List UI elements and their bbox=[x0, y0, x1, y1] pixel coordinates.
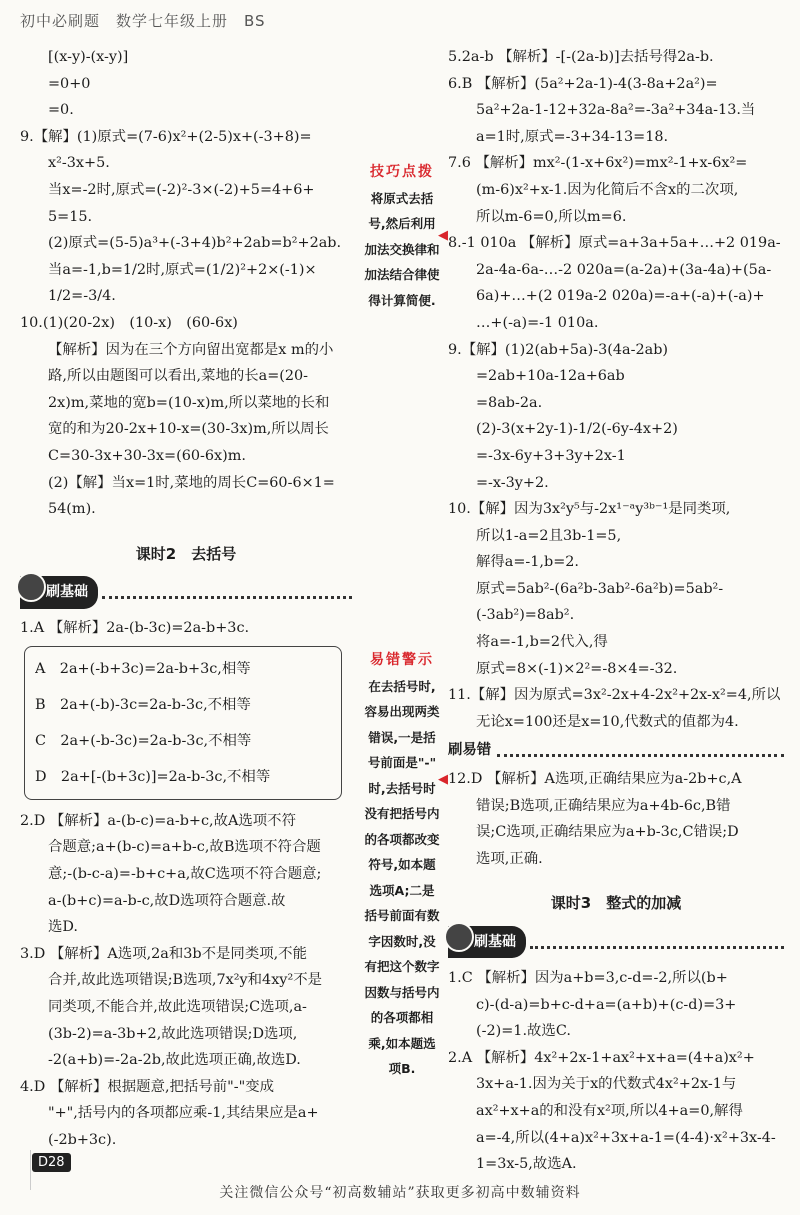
left-answers-part1 bbox=[20, 44, 352, 523]
text-line: 错误;B选项,正确结果应为a+4b-6c,B错 bbox=[476, 797, 731, 814]
note-line: 加法结合律使 bbox=[364, 267, 440, 282]
right-answers-part1 bbox=[448, 44, 784, 735]
note-line: 号,然后利用 bbox=[368, 216, 436, 231]
text-line: (3b-2)=a-3b+2,故此选项错误;D选项, bbox=[48, 1025, 298, 1042]
text-line: 合题意;a+(b-c)=a+b-c,故B选项不符合题 bbox=[48, 839, 321, 856]
text-line: 合并,故此选项错误;B选项,7x²y和4xy²不是 bbox=[48, 972, 322, 989]
text-line: =2ab+10a-12a+6ab bbox=[476, 368, 625, 385]
answer-q1: 1.A 【解析】2a-(b-3c)=2a-b+3c. bbox=[20, 620, 250, 637]
text-line: ax²+x+a的和没有x²项,所以4+a=0,解得 bbox=[476, 1102, 743, 1119]
text-line: 路,所以由题图可以看出,菜地的长a=(20- bbox=[48, 368, 309, 385]
text-line: 2.A 【解析】4x²+2x-1+ax²+x+a=(4+a)x²+ bbox=[448, 1049, 755, 1066]
text-line: =8ab-2a. bbox=[476, 394, 543, 411]
text-line: 2x)m,菜地的宽b=(10-x)m,所以菜地的长和 bbox=[48, 394, 330, 411]
basic-tag-label: 刷基础 bbox=[474, 933, 516, 950]
note-line: 在去括号时, bbox=[368, 678, 436, 694]
tip-note bbox=[360, 186, 444, 314]
text-line: 所以1-a=2且3b-1=5, bbox=[476, 527, 622, 544]
text-line: =-3x-6y+3+3y+2x-1 bbox=[476, 447, 626, 464]
text-line: 选D. bbox=[48, 919, 78, 936]
dotted-divider bbox=[102, 586, 352, 599]
text-line: 原式=8×(-1)×2²=-8×4=-32. bbox=[476, 660, 678, 677]
text-line: 误;C选项,正确结果应为a+b-3c,C错误;D bbox=[476, 824, 739, 841]
text-line: 2a-4a-6a-…-2 020a=(a-2a)+(3a-4a)+(5a- bbox=[476, 261, 772, 278]
note-line: 号前面是"-" bbox=[367, 755, 437, 770]
text-line: x²-3x+5. bbox=[48, 155, 110, 172]
note-line: 符号,如本题 bbox=[368, 857, 436, 872]
option-row: D 2a+[-(b+3c)]=2a-b-3c,不相等 bbox=[35, 768, 271, 785]
text-line: =0. bbox=[48, 102, 74, 119]
tip-box-error bbox=[360, 648, 444, 1082]
error-tag-label: 刷易错 bbox=[448, 742, 492, 759]
note-line: 选项A;二是 bbox=[369, 882, 435, 898]
note-line: 将原式去括 bbox=[370, 190, 434, 206]
text-line: 【解析】因为在三个方向留出宽都是x m的小 bbox=[48, 341, 334, 358]
option-row: C 2a+(-b-3c)=2a-b-3c,不相等 bbox=[35, 732, 252, 749]
note-line: 字因数时,没 bbox=[368, 933, 436, 949]
note-line: 项B. bbox=[388, 1061, 416, 1076]
text-line: 5a²+2a-1-12+32a-8a²=-3a²+34a-13.当 bbox=[476, 102, 756, 119]
lesson-3-title: 课时3 整式的加减 bbox=[550, 894, 682, 913]
basic-practice-bar bbox=[20, 577, 352, 607]
text-line: (-2)=1.故选C. bbox=[476, 1023, 571, 1040]
text-line: 1/2=-3/4. bbox=[48, 288, 116, 305]
text-line: 9.【解】(1)原式=(7-6)x²+(2-5)x+(-3+8)= bbox=[20, 128, 312, 145]
text-line: (2)【解】当x=1时,菜地的周长C=60-6×1= bbox=[48, 474, 335, 491]
pointer-arrow-icon: ◀ bbox=[438, 772, 448, 787]
text-line: 4.D 【解析】根据题意,把括号前"-"变成 bbox=[20, 1078, 274, 1095]
text-line: =0+0 bbox=[48, 75, 91, 92]
text-line: 同类项,不能合并,故此选项错误;C选项,a- bbox=[48, 999, 307, 1016]
lesson-2-title: 课时2 去括号 bbox=[135, 544, 237, 563]
text-line: 6a)+…+(2 019a-2 020a)=-a+(-a)+(-a)+ bbox=[476, 288, 765, 305]
text-line: [(x-y)-(x-y)] bbox=[48, 49, 129, 65]
text-line: (2)原式=(5-5)a³+(-3+4)b²+2ab=b²+2ab. bbox=[48, 235, 342, 252]
text-line: 意;-(b-c-a)=-b+c+a,故C选项不符合题意; bbox=[48, 866, 322, 883]
text-line: 当a=-1,b=1/2时,原式=(1/2)²+2×(-1)× bbox=[48, 261, 317, 278]
text-line: -2(a+b)=-2a-2b,故此选项正确,故选D. bbox=[48, 1052, 301, 1069]
text-line: 7.6 【解析】mx²-(1-x+6x²)=mx²-1+x-6x²= bbox=[448, 155, 748, 172]
options-box bbox=[24, 646, 342, 800]
text-line: 3x+a-1.因为关于x的代数式4x²+2x-1与 bbox=[476, 1076, 737, 1093]
text-line: a=1时,原式=-3+34-13=18. bbox=[476, 128, 669, 145]
text-line: C=30-3x+30-3x=(60-6x)m. bbox=[48, 447, 246, 464]
text-line: 1.C 【解析】因为a+b=3,c-d=-2,所以(b+ bbox=[448, 970, 728, 986]
header-title: 初中必刷题 数学七年级上册 BS bbox=[20, 12, 266, 30]
text-line: 5.2a-b 【解析】-[-(2a-b)]去括号得2a-b. bbox=[448, 49, 714, 65]
page-number: D28 bbox=[32, 1153, 71, 1172]
right-column bbox=[448, 44, 784, 1178]
text-line: 宽的和为20-2x+10-x=(30-3x)m,所以周长 bbox=[48, 421, 329, 438]
note-line: 加法交换律和 bbox=[364, 241, 440, 257]
note-line: 得计算简便. bbox=[368, 292, 436, 308]
text-line: 原式=5ab²-(6a²b-3ab²-6a²b)=5ab²- bbox=[476, 580, 724, 597]
basic-practice-bar-2 bbox=[448, 927, 784, 957]
text-line: (2)-3(x+2y-1)-1/2(-6y-4x+2) bbox=[476, 421, 678, 438]
text-line: 1=3x-5,故选A. bbox=[476, 1156, 577, 1173]
text-line: "+",括号内的各项都应乘-1,其结果应是a+ bbox=[48, 1105, 319, 1122]
option-row: A 2a+(-b+3c)=2a-b+3c,相等 bbox=[35, 660, 251, 677]
text-line: 10.(1)(20-2x) (10-x) (60-6x) bbox=[20, 314, 238, 331]
text-line: 2.D 【解析】a-(b-c)=a-b+c,故A选项不符 bbox=[20, 812, 296, 829]
text-line: 选项,正确. bbox=[476, 850, 543, 867]
dotted-divider bbox=[530, 936, 784, 949]
text-line: a=-4,所以(4+a)x²+3x+a-1=(4-4)·x²+3x-4- bbox=[476, 1129, 776, 1146]
text-line: a-(b+c)=a-b-c,故D选项符合题意.故 bbox=[48, 892, 286, 909]
text-line: 当x=-2时,原式=(-2)²-3×(-2)+5=4+6+ bbox=[48, 181, 315, 198]
note-line: 因数与括号内 bbox=[364, 984, 440, 1000]
text-line: 5=15. bbox=[48, 208, 93, 225]
pen-icon bbox=[444, 922, 474, 952]
option-row: B 2a+(-b)-3c=2a-b-3c,不相等 bbox=[35, 696, 251, 713]
note-line: 的各项都改变 bbox=[364, 831, 440, 847]
text-line: 6.B 【解析】(5a²+2a-1)-4(3-8a+2a²)= bbox=[448, 75, 718, 92]
text-line: 将a=-1,b=2代入,得 bbox=[476, 634, 608, 651]
left-answers-part2 bbox=[20, 808, 352, 1154]
page-header bbox=[20, 10, 780, 46]
text-line: 所以m-6=0,所以m=6. bbox=[476, 208, 627, 225]
footer-note: 关注微信公众号“初高数辅站”获取更多初高中数辅资料 bbox=[219, 1185, 581, 1201]
pen-icon bbox=[16, 572, 46, 602]
text-line: (m-6)x²+x-1.因为化简后不含x的二次项, bbox=[476, 181, 739, 198]
tip-title: 技巧点拨 bbox=[370, 164, 434, 180]
tip-box-technique bbox=[360, 160, 444, 313]
text-line: =-x-3y+2. bbox=[476, 474, 549, 491]
text-line: 8.-1 010a 【解析】原式=a+3a+5a+…+2 019a- bbox=[448, 235, 781, 252]
basic-tag-label: 刷基础 bbox=[46, 583, 88, 600]
note-line: 错误,一是括 bbox=[368, 729, 436, 745]
text-line: 10.【解】因为3x²y⁵与-2x¹⁻ᵃy³ᵇ⁻¹是同类项, bbox=[448, 501, 731, 518]
text-line: 11.【解】因为原式=3x²-2x+4-2x²+2x-x²=4,所以 bbox=[448, 687, 781, 704]
error-practice-bar bbox=[448, 737, 784, 764]
note-line: 括号前面有数 bbox=[364, 908, 440, 923]
text-line: c)-(d-a)=b+c-d+a=(a+b)+(c-d)=3+ bbox=[476, 996, 737, 1013]
note-line: 有把这个数字 bbox=[364, 959, 440, 974]
left-column bbox=[20, 44, 352, 1154]
text-line: (-2b+3c). bbox=[48, 1132, 117, 1148]
text-line: 3.D 【解析】A选项,2a和3b不是同类项,不能 bbox=[20, 945, 307, 962]
text-line: 12.D 【解析】A选项,正确结果应为a-2b+c,A bbox=[448, 771, 742, 788]
pointer-arrow-icon: ◀ bbox=[438, 228, 448, 243]
dotted-divider bbox=[497, 744, 784, 757]
note-line: 的各项都相 bbox=[370, 1010, 434, 1025]
right-answers-part3 bbox=[448, 965, 784, 1178]
text-line: 54(m). bbox=[48, 501, 96, 518]
text-line: (-3ab²)=8ab². bbox=[476, 607, 575, 624]
note-line: 乘,如本题选 bbox=[368, 1035, 436, 1051]
error-warning-note bbox=[360, 674, 444, 1082]
text-line: …+(-a)=-1 010a. bbox=[476, 314, 599, 331]
note-line: 容易出现两类 bbox=[364, 704, 440, 719]
note-line: 时,去括号时 bbox=[368, 780, 436, 796]
note-line: 没有把括号内 bbox=[364, 806, 440, 821]
error-warning-title: 易错警示 bbox=[370, 652, 434, 668]
text-line: 无论x=100还是x=10,代数式的值都为4. bbox=[476, 713, 739, 730]
text-line: 解得a=-1,b=2. bbox=[476, 554, 580, 571]
text-line: 9.【解】(1)2(ab+5a)-3(4a-2ab) bbox=[448, 341, 669, 358]
right-answers-part2 bbox=[448, 766, 784, 872]
